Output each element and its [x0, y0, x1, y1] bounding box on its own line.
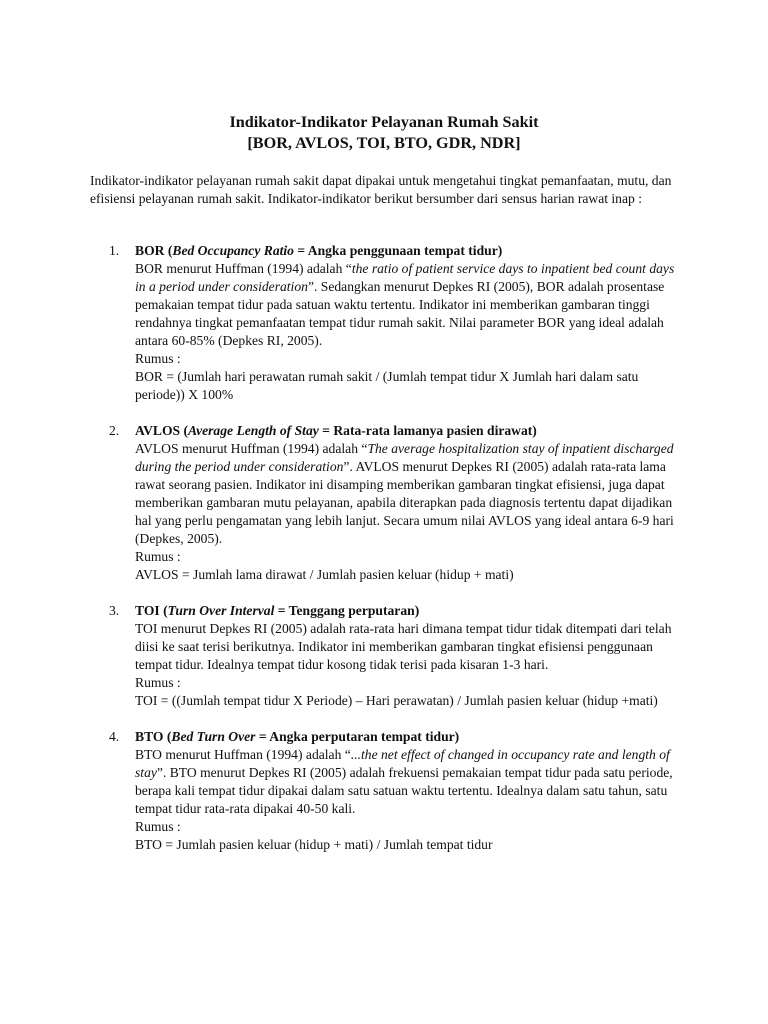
definition-prefix: AVLOS menurut Huffman (1994) adalah “ [135, 441, 368, 456]
item-definition [135, 260, 680, 350]
item-content [135, 422, 680, 584]
heading-prefix: BOR ( [135, 243, 173, 258]
definition-prefix: TOI menurut Depkes RI (2005) adalah rata-rata hari dimana tempat tidur tidak ditempati dari telah diisi ke saat terisi berikutnya. Indikator ini memberikan gambaran tingkat efisiensi penggunaan tempat tidur. Idealnya tempat tidur kosong tidak terisi pada kisaran 1-3 hari. [135, 621, 672, 672]
heading-suffix: = Rata-rata lamanya pasien dirawat) [318, 423, 537, 438]
heading-term: Average Length of Stay [188, 423, 319, 438]
definition-prefix: BOR menurut Huffman (1994) adalah “ [135, 261, 352, 276]
definition-quote: The average hospitalization stay of inpatient discharged during the period under consideration [135, 441, 674, 474]
formula: TOI = ((Jumlah tempat tidur X Periode) – Hari perawatan) / Jumlah pasien keluar (hidup +mati) [135, 693, 658, 708]
formula: BTO = Jumlah pasien keluar (hidup + mati) / Jumlah tempat tidur [135, 837, 493, 852]
title-line-2: [BOR, AVLOS, TOI, BTO, GDR, NDR] [247, 134, 521, 152]
heading-prefix: TOI ( [135, 603, 168, 618]
item-definition [135, 440, 680, 548]
heading-term: Turn Over Interval [167, 603, 275, 618]
definition-quote: ...the net effect of changed in occupancy rate and length of stay [135, 747, 670, 780]
item-definition [135, 746, 680, 818]
heading-suffix: = Angka perputaran tempat tidur) [255, 729, 460, 744]
item-content [135, 602, 680, 710]
formula: BOR = (Jumlah hari perawatan rumah sakit / (Jumlah tempat tidur X Jumlah hari dalam satu periode)) X 100% [135, 369, 639, 402]
item-content [135, 728, 680, 854]
item-number: 1. [109, 243, 120, 258]
item-heading [135, 422, 680, 440]
rumus-label: Rumus : [135, 549, 181, 564]
document-title [0, 112, 768, 154]
definition-quote: the ratio of patient service days to inpatient bed count days in a period under consideration [135, 261, 675, 294]
heading-term: Bed Occupancy Ratio [172, 243, 294, 258]
definition-prefix: BTO menurut Huffman (1994) adalah “ [135, 747, 351, 762]
list-item [0, 242, 768, 404]
definition-suffix: ”. BTO menurut Depkes RI (2005) adalah frekuensi pemakaian tempat tidur pada satu periode, berapa kali tempat tidur dipakai dalam satu satuan waktu tertentu. Idealnya dalam satu tahun, satu tempat tidur rata-rata dipakai 40-50 kali. [135, 765, 673, 816]
formula: AVLOS = Jumlah lama dirawat / Jumlah pasien keluar (hidup + mati) [135, 567, 514, 582]
indicator-list [0, 242, 768, 872]
item-number: 4. [109, 729, 120, 744]
item-definition [135, 620, 680, 674]
item-number: 2. [109, 423, 120, 438]
rumus-label: Rumus : [135, 351, 181, 366]
heading-suffix: = Angka penggunaan tempat tidur) [293, 243, 503, 258]
list-item [0, 728, 768, 854]
list-item [0, 602, 768, 710]
definition-suffix: ”. AVLOS menurut Depkes RI (2005) adalah rata-rata lama rawat seorang pasien. Indikator ini disamping memberikan gambaran tingkat efisiensi, juga dapat memberikan gambaran mutu pelayanan, apabila diterapkan pada diagnosis tertentu dapat dijadikan hal yang perlu pengamatan yang lebih lanjut. Secara umum nilai AVLOS yang ideal antara 6-9 hari (Depkes, 2005). [135, 459, 674, 546]
title-line-1: Indikator-Indikator Pelayanan Rumah Sakit [229, 113, 539, 131]
heading-suffix: = Tenggang perputaran) [274, 603, 420, 618]
definition-suffix: ”. Sedangkan menurut Depkes RI (2005), BOR adalah prosentase pemakaian tempat tidur pada satuan waktu tertentu. Indikator ini memberikan gambaran tinggi rendahnya tingkat pemanfaatan tempat tidur rumah sakit. Nilai parameter BOR yang ideal adalah antara 60-85% (Depkes RI, 2005). [135, 279, 665, 348]
item-heading [135, 602, 680, 620]
item-content [135, 242, 680, 404]
item-heading [135, 728, 680, 746]
heading-prefix: AVLOS ( [135, 423, 189, 438]
heading-prefix: BTO ( [135, 729, 172, 744]
item-number: 3. [109, 603, 120, 618]
heading-term: Bed Turn Over [171, 729, 256, 744]
list-item [0, 422, 768, 584]
rumus-label: Rumus : [135, 819, 181, 834]
intro-paragraph: Indikator-indikator pelayanan rumah sakit dapat dipakai untuk mengetahui tingkat pemanfaatan, mutu, dan efisiensi pelayanan rumah sakit. Indikator-indikator berikut bersumber dari sensus harian rawat inap : [90, 173, 672, 206]
item-heading [135, 242, 680, 260]
rumus-label: Rumus : [135, 675, 181, 690]
